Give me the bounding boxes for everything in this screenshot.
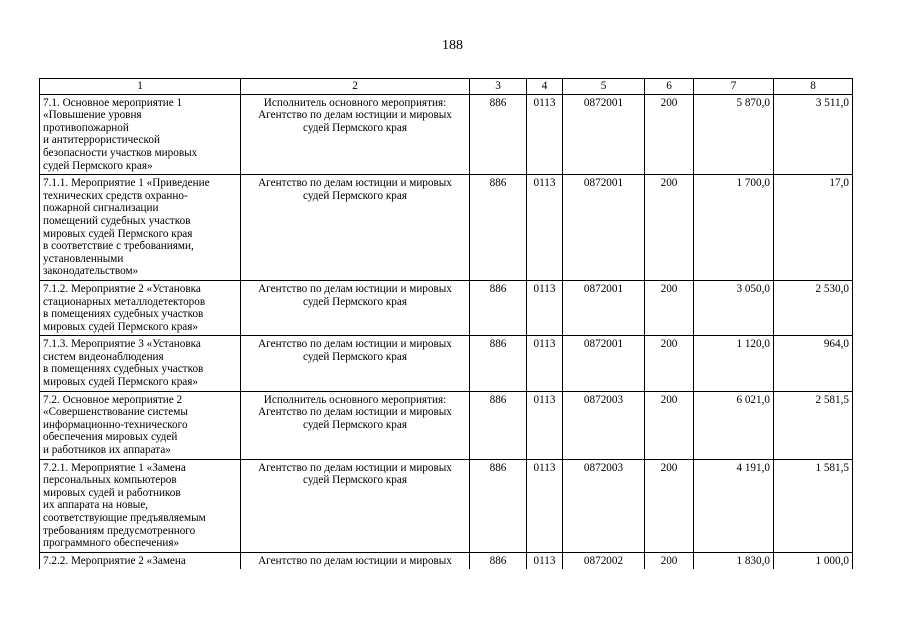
executor-cell: Агентство по делам юстиции и мировых судей Пермского края: [241, 459, 470, 552]
amount-col8-cell: 3 511,0: [774, 94, 853, 175]
target-code-cell: 0872003: [563, 459, 645, 552]
expense-type-cell: 200: [645, 459, 694, 552]
ministry-code-cell: 886: [470, 459, 527, 552]
executor-cell: Агентство по делам юстиции и мировых судей Пермского края: [241, 280, 470, 335]
table-header-row: [40, 79, 853, 95]
ministry-code-cell: 886: [470, 94, 527, 175]
section-code-cell: 0113: [527, 391, 563, 459]
amount-col8-cell: 1 000,0: [774, 552, 853, 569]
amount-col7-cell: 5 870,0: [694, 94, 774, 175]
table-row: [40, 94, 853, 175]
section-code-cell: 0113: [527, 175, 563, 281]
executor-cell: Исполнитель основного мероприятия: Агентство по делам юстиции и мировых судей Пермского края: [241, 94, 470, 175]
activity-name-cell: 7.1.1. Мероприятие 1 «Приведение технических средств охранно- пожарной сигнализации помещений судебных участков мировых судей Пермского края в соответствие с требованиями, установленными законодательством»: [40, 175, 241, 281]
amount-col7-cell: 1 700,0: [694, 175, 774, 281]
target-code-cell: 0872002: [563, 552, 645, 569]
activity-name-cell: 7.2.2. Мероприятие 2 «Замена: [40, 552, 241, 569]
amount-col8-cell: 17,0: [774, 175, 853, 281]
column-header-2: 2: [241, 79, 470, 95]
target-code-cell: 0872001: [563, 175, 645, 281]
amount-col7-cell: 1 120,0: [694, 336, 774, 391]
target-code-cell: 0872001: [563, 94, 645, 175]
column-header-3: 3: [470, 79, 527, 95]
column-header-6: 6: [645, 79, 694, 95]
table-row: [40, 552, 853, 569]
budget-table: [39, 78, 853, 569]
ministry-code-cell: 886: [470, 175, 527, 281]
table-row: [40, 175, 853, 281]
table-row: [40, 280, 853, 335]
activity-name-cell: 7.2. Основное мероприятие 2 «Совершенствование системы информационно-технического обеспечения мировых судей и работников их аппарата»: [40, 391, 241, 459]
column-header-4: 4: [527, 79, 563, 95]
column-header-8: 8: [774, 79, 853, 95]
expense-type-cell: 200: [645, 391, 694, 459]
activity-name-cell: 7.2.1. Мероприятие 1 «Замена персональных компьютеров мировых судей и работников их аппарата на новые, соответствующие предъявляемым требованиям предусмотренного программного обеспечения»: [40, 459, 241, 552]
ministry-code-cell: 886: [470, 552, 527, 569]
expense-type-cell: 200: [645, 336, 694, 391]
expense-type-cell: 200: [645, 280, 694, 335]
amount-col7-cell: 3 050,0: [694, 280, 774, 335]
table-row: [40, 391, 853, 459]
amount-col7-cell: 4 191,0: [694, 459, 774, 552]
page-number: 188: [442, 38, 463, 53]
ministry-code-cell: 886: [470, 336, 527, 391]
executor-cell: Исполнитель основного мероприятия: Агентство по делам юстиции и мировых судей Пермского края: [241, 391, 470, 459]
executor-cell: Агентство по делам юстиции и мировых: [241, 552, 470, 569]
section-code-cell: 0113: [527, 459, 563, 552]
target-code-cell: 0872003: [563, 391, 645, 459]
expense-type-cell: 200: [645, 552, 694, 569]
column-header-5: 5: [563, 79, 645, 95]
target-code-cell: 0872001: [563, 280, 645, 335]
table-row: [40, 459, 853, 552]
executor-cell: Агентство по делам юстиции и мировых судей Пермского края: [241, 336, 470, 391]
expense-type-cell: 200: [645, 94, 694, 175]
activity-name-cell: 7.1.2. Мероприятие 2 «Установка стационарных металлодетекторов в помещениях судебных участков мировых судей Пермского края»: [40, 280, 241, 335]
amount-col8-cell: 2 530,0: [774, 280, 853, 335]
amount-col8-cell: 2 581,5: [774, 391, 853, 459]
column-header-1: 1: [40, 79, 241, 95]
activity-name-cell: 7.1.3. Мероприятие 3 «Установка систем видеонаблюдения в помещениях судебных участков мировых судей Пермского края»: [40, 336, 241, 391]
amount-col8-cell: 1 581,5: [774, 459, 853, 552]
amount-col8-cell: 964,0: [774, 336, 853, 391]
column-header-7: 7: [694, 79, 774, 95]
section-code-cell: 0113: [527, 280, 563, 335]
ministry-code-cell: 886: [470, 280, 527, 335]
executor-cell: Агентство по делам юстиции и мировых судей Пермского края: [241, 175, 470, 281]
section-code-cell: 0113: [527, 336, 563, 391]
section-code-cell: 0113: [527, 552, 563, 569]
section-code-cell: 0113: [527, 94, 563, 175]
activity-name-cell: 7.1. Основное мероприятие 1 «Повышение уровня противопожарной и антитеррористической безопасности участков мировых судей Пермского края»: [40, 94, 241, 175]
amount-col7-cell: 1 830,0: [694, 552, 774, 569]
amount-col7-cell: 6 021,0: [694, 391, 774, 459]
table-row: [40, 336, 853, 391]
ministry-code-cell: 886: [470, 391, 527, 459]
target-code-cell: 0872001: [563, 336, 645, 391]
expense-type-cell: 200: [645, 175, 694, 281]
